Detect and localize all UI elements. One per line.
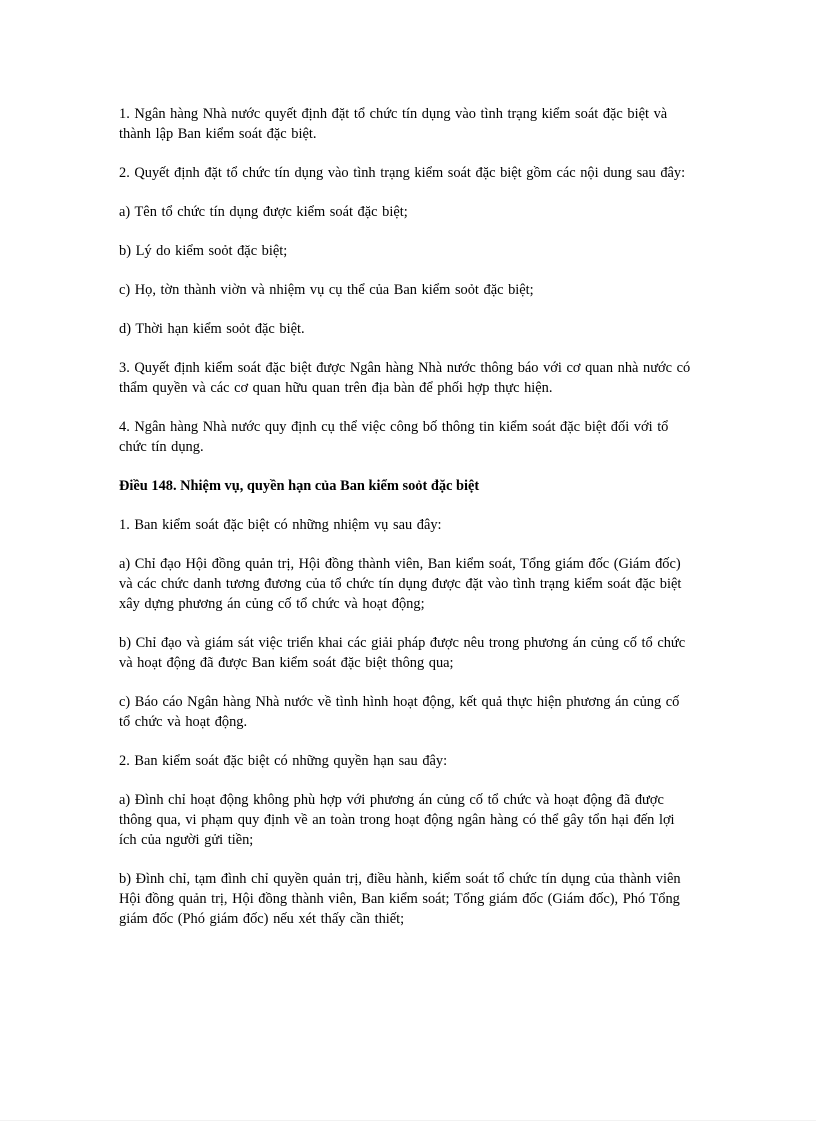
duties-intro: 1. Ban kiểm soát đặc biệt có những nhiệm vụ sau đây:: [119, 517, 442, 533]
paragraph-4: 4. Ngân hàng Nhà nước quy định cụ thể việc công bố thông tin kiểm soát đặc biệt đối với tổ chức tín dụng.: [119, 419, 669, 455]
page-bottom-divider: [0, 1120, 816, 1121]
paragraph-2: 2. Quyết định đặt tổ chức tín dụng vào tình trạng kiểm soát đặc biệt gồm các nội dung sau đây:: [119, 165, 686, 181]
power-a: a) Đình chỉ hoạt động không phù hợp với phương án củng cố tổ chức và hoạt động đã được thông qua, vi phạm quy định về an toàn trong hoạt động ngân hàng có thể gây tổn hại đến lợi ích của người gửi tiền;: [119, 792, 675, 848]
paragraph-1: 1. Ngân hàng Nhà nước quyết định đặt tổ chức tín dụng vào tình trạng kiểm soát đặc biệt và thành lập Ban kiểm soát đặc biệt.: [119, 106, 668, 142]
paragraph-3: 3. Quyết định kiểm soát đặc biệt được Ngân hàng Nhà nước thông báo với cơ quan nhà nước có thẩm quyền và các cơ quan hữu quan trên địa bàn để phối hợp thực hiện.: [119, 360, 691, 396]
powers-intro: 2. Ban kiểm soát đặc biệt có những quyền hạn sau đây:: [119, 753, 448, 769]
article-heading: Điều 148. Nhiệm vụ, quyền hạn của Ban kiểm soỏt đặc biệt: [119, 478, 480, 494]
paragraph-2d: d) Thời hạn kiểm soỏt đặc biệt.: [119, 321, 305, 337]
duty-b: b) Chỉ đạo và giám sát việc triển khai các giải pháp được nêu trong phương án củng cố tổ chức và hoạt động đã được Ban kiểm soát đặc biệt thông qua;: [119, 635, 686, 671]
power-b: b) Đình chỉ, tạm đình chỉ quyền quản trị, điều hành, kiểm soát tổ chức tín dụng của thành viên Hội đồng quản trị, Hội đồng thành viên, Ban kiểm soát; Tổng giám đốc (Giám đốc), Phó Tổng giám đốc (Phó giám đốc) nếu xét thấy cần thiết;: [119, 871, 681, 927]
document-body: [119, 104, 695, 948]
paragraph-2b: b) Lý do kiểm soỏt đặc biệt;: [119, 243, 288, 259]
paragraph-2c: c) Họ, tờn thành viờn và nhiệm vụ cụ thể của Ban kiểm soỏt đặc biệt;: [119, 282, 534, 298]
paragraph-2a: a) Tên tổ chức tín dụng được kiểm soát đặc biệt;: [119, 204, 408, 220]
duty-c: c) Báo cáo Ngân hàng Nhà nước về tình hình hoạt động, kết quả thực hiện phương án củng cố tổ chức và hoạt động.: [119, 694, 680, 730]
duty-a: a) Chỉ đạo Hội đồng quản trị, Hội đồng thành viên, Ban kiểm soát, Tổng giám đốc (Giám đốc) và các chức danh tương đương của tổ chức tín dụng được đặt vào tình trạng kiểm soát đặc biệt xây dựng phương án củng cố tổ chức và hoạt động;: [119, 556, 682, 612]
